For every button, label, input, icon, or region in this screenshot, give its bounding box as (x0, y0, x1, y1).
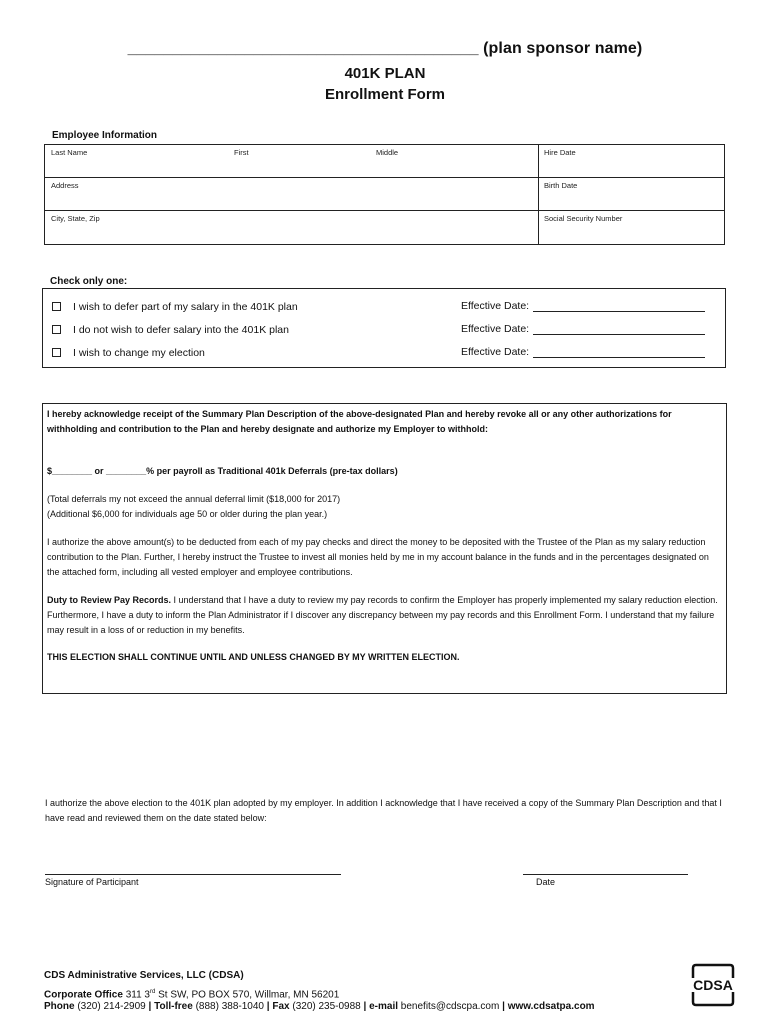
tollfree-label: Toll-free (154, 1001, 193, 1012)
signature-line[interactable] (45, 874, 341, 875)
acknowledgement-box (42, 403, 727, 694)
checkbox-change[interactable] (52, 348, 61, 357)
hire-date-field[interactable]: Hire Date (544, 148, 576, 157)
effective-date-field-1[interactable] (533, 300, 705, 312)
cdsa-logo (690, 962, 736, 1008)
website-link[interactable]: www.cdsatpa.com (507, 1001, 595, 1012)
option-defer-label: I wish to defer part of my salary in the 401K plan (73, 301, 298, 313)
fax-number: (320) 235-0988 (292, 1001, 361, 1012)
last-name-field[interactable]: Last Name (51, 148, 88, 157)
city-state-zip-field[interactable]: City, State, Zip (51, 214, 100, 223)
duty-title: Duty to Review Pay Records. (47, 595, 172, 605)
option-defer[interactable] (52, 301, 298, 313)
authorize-paragraph: I authorize the above amount(s) to be deducted from each of my pay checks and direct the money to be deposited with the Trustee of the Plan as my salary reduction contribution to the Plan. Further, I hereby instruct the Trustee to invest all monies held by me in my account balance in the funds and in the percentages designated on the attached form, including all vested employer and employee contributions. (47, 537, 709, 577)
effective-date-2 (461, 323, 705, 335)
option-change[interactable] (52, 347, 205, 359)
authorization-text: I authorize the above election to the 401K plan adopted by my employer. In addition I acknowledge that I have received a copy of the Summary Plan Description and that I have read and reviewed them on the date stated below: (45, 798, 722, 823)
effective-date-field-2[interactable] (533, 323, 705, 335)
effective-date-label: Effective Date: (461, 323, 530, 335)
address-field[interactable]: Address (51, 181, 79, 190)
email-address[interactable]: benefits@cdscpa.com (400, 1001, 500, 1012)
office-label: Corporate Office (44, 989, 123, 1001)
limit-note-2: (Additional $6,000 for individuals age 50 or older during the plan year.) (47, 509, 328, 519)
employee-info-heading: Employee Information (52, 130, 158, 141)
birth-date-field[interactable]: Birth Date (544, 181, 578, 190)
date-label: Date (536, 877, 556, 887)
option-no-defer-label: I do not wish to defer salary into the 401K plan (73, 324, 289, 336)
form-title: Enrollment Form (324, 86, 445, 103)
cdsa-logo-icon (690, 962, 736, 1008)
office-street-number: 311 3 (125, 989, 150, 1001)
ssn-field[interactable]: Social Security Number (544, 214, 623, 223)
effective-date-field-3[interactable] (533, 346, 705, 358)
option-no-defer[interactable] (52, 324, 289, 336)
address-row (45, 178, 724, 211)
employee-info-table (44, 144, 725, 245)
check-only-one-heading: Check only one: (50, 276, 128, 287)
tollfree-number: (888) 388-1040 (195, 1001, 264, 1012)
email-label: e-mail (369, 1001, 399, 1012)
checkbox-no-defer[interactable] (52, 325, 61, 334)
option-change-label: I wish to change my election (73, 347, 205, 359)
column-divider (538, 145, 539, 244)
first-name-field[interactable]: First (234, 148, 249, 157)
footer-contact (44, 999, 684, 1015)
duty-paragraph (47, 593, 722, 638)
effective-date-label: Effective Date: (461, 346, 530, 358)
sponsor-name-line: _______________________________________ (plan sponsor name) (127, 40, 643, 57)
date-line[interactable] (523, 874, 688, 875)
phone-number: (320) 214-2909 (77, 1001, 146, 1012)
effective-date-3 (461, 346, 705, 358)
effective-date-1 (461, 300, 705, 312)
logo-text: CDSA (693, 977, 733, 993)
checkbox-defer[interactable] (52, 302, 61, 311)
continue-notice: THIS ELECTION SHALL CONTINUE UNTIL AND UNLESS CHANGED BY MY WRITTEN ELECTION. (47, 652, 460, 662)
separator: | (499, 1001, 508, 1012)
middle-name-field[interactable]: Middle (376, 148, 399, 157)
deferral-line[interactable]: $________ or ________% per payroll as Traditional 401k Deferrals (pre-tax dollars) (47, 466, 398, 476)
ack-intro: I hereby acknowledge receipt of the Summary Plan Description of the above-designated Plan and hereby revoke all or any other authorizations for withholding and contribution to the Plan and hereby designate and authorize my Employer to withhold: (47, 409, 672, 434)
phone-label: Phone (44, 1001, 75, 1012)
signature-label: Signature of Participant (45, 877, 139, 887)
separator: | (360, 1001, 370, 1012)
office-address: St SW, PO BOX 570, Willmar, MN 56201 (155, 989, 340, 1001)
fax-label: Fax (272, 1001, 290, 1012)
election-options-box (42, 288, 726, 368)
separator: | (145, 1001, 155, 1012)
effective-date-label: Effective Date: (461, 300, 530, 312)
office-ordinal: rd (149, 989, 156, 995)
city-row (45, 211, 724, 244)
plan-title: 401K PLAN (344, 65, 426, 82)
limit-note-1: (Total deferrals my not exceed the annual deferral limit ($18,000 for 2017) (47, 494, 341, 504)
separator: | (263, 1001, 273, 1012)
name-row (45, 145, 724, 178)
footer-company: CDS Administrative Services, LLC (CDSA) (44, 970, 244, 981)
duty-text: I understand that I have a duty to review my pay records to confirm the Employer has properly implemented my salary reduction election. Furthermore, I have a duty to inform the Plan Administrator if I discover any discrepancy between my pay records and this Enrollment Form. I understand that my failure may result in a loss of or reduction in my benefits. (47, 595, 718, 635)
